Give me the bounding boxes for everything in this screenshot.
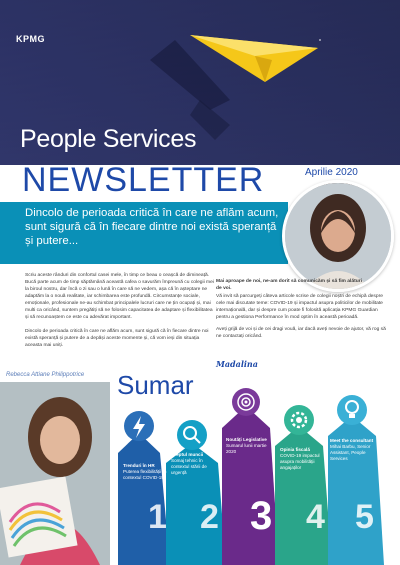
sumar-item-4-label — [280, 447, 322, 471]
sumar-item-2[interactable] — [166, 420, 226, 565]
sumar-item-1[interactable] — [118, 411, 170, 565]
sumar-item-1-label — [123, 463, 167, 481]
sumar-item-3-number: 3 — [250, 494, 273, 538]
sumar-item-5-number: 5 — [355, 498, 374, 536]
intro-paragraph-5: Aveți grijă de voi și de cei dragi vouă, iar dacă aveți nevoie de ajutor, vă rog să ne contactați oricând. — [216, 327, 386, 339]
sumar-item-1-number: 1 — [148, 498, 167, 536]
sumar-item-1-text: Puterea flexibilității în contextul COVID-19 — [123, 469, 167, 480]
portrait-illustration — [285, 183, 391, 289]
kpmg-logo: KPMG — [16, 34, 45, 44]
photo-caption: Rebecca Attiane Philippotrice — [6, 372, 85, 378]
author-portrait — [282, 180, 394, 292]
sumar-heading: Sumar — [117, 370, 194, 400]
intro-paragraph-3: Mai aproape de noi, ne-am dorit să comunicăm și să fim alături de voi. — [216, 279, 362, 291]
child-drawing-photo — [0, 382, 110, 565]
sumar-item-2-title: Dreptul muncii — [171, 452, 204, 457]
hero-banner — [0, 0, 400, 165]
sumar-item-4[interactable] — [275, 405, 332, 565]
sumar-item-5-text: Mihai Barbu, Senior Assistant, People Services — [330, 444, 371, 461]
sumar-item-5[interactable] — [328, 395, 384, 565]
sumar-item-2-text: Somaj tehnic în contextul stării de urgență — [171, 458, 207, 475]
intro-paragraph-4: Vă invit să parcurgeți câteva articole scrise de colegii noștri de echipă despre cele mai discutate teme: COVID-19 și impactul asupra politicilor de mobilitate internațională, dar și despre cum poate fi folosită aplicația KPMG Guardian pentru a gestiona Performance în mod optim în această perioadă. — [216, 294, 383, 320]
sumar-item-5-label — [330, 438, 382, 462]
page-title-line1: People Services — [20, 125, 197, 153]
sumar-item-4-number: 4 — [306, 498, 325, 536]
issue-date: Aprilie 2020 — [305, 167, 358, 178]
intro-paragraph-2: Dincolo de perioada critică în care ne aflăm acum, sunt sigură că în fiecare dintre noi există speranță și putere de a depăși aceste momente și, că vom ieși din situația aceasta mai uniți. — [25, 329, 209, 348]
sumar-item-2-number: 2 — [200, 498, 219, 536]
sumar-item-2-label — [171, 452, 221, 476]
quote-banner-text: Dincolo de perioada critică în care ne aflăm acum, sunt sigură că în fiecare dintre noi există speranță și putere... — [25, 207, 279, 247]
page-title-line2: NEWSLETTER — [22, 161, 265, 199]
sumar-item-3-label — [226, 437, 278, 455]
sumar-item-4-text: COVID-19 impactul asupra mobilității angajaților — [280, 453, 320, 470]
sumar-item-5-title: Meet the consultant — [330, 438, 374, 443]
sumar-item-4-title: Opinia fiscală — [280, 447, 310, 452]
intro-paragraph-1: Scriu aceste rânduri din confortul casei mele, în timp ce beau o ceașcă de dimineață. Bucă parte acum de timp săptămână această cafea o savurăm împreună cu colegii mei la biroul nostru, dar încă o zi sau o lună în care să ne vedem, așa că în așteptare ne adaptăm la o nouă realitate, iar schimbarea este profundă. Circumstanțe sociale, emoționale, profesionale ne-au schimbat principalele lucruri care ne țin ocupați și, mai multi ca oricând, suntem pregătiți să ne folosim capacitatea de adaptare și flexibilitatea și să recunoaștem ce este cu adevărat important. — [25, 273, 214, 320]
sumar-item-1-title: Trenduri în HR — [123, 463, 155, 468]
sumar-item-3-text: Sumarul lunii martie 2020 — [226, 443, 267, 454]
author-signature: Madalina — [216, 359, 258, 369]
sumar-item-3-title: Noutăți Legislative — [226, 437, 267, 442]
child-photo-illustration — [0, 382, 110, 565]
